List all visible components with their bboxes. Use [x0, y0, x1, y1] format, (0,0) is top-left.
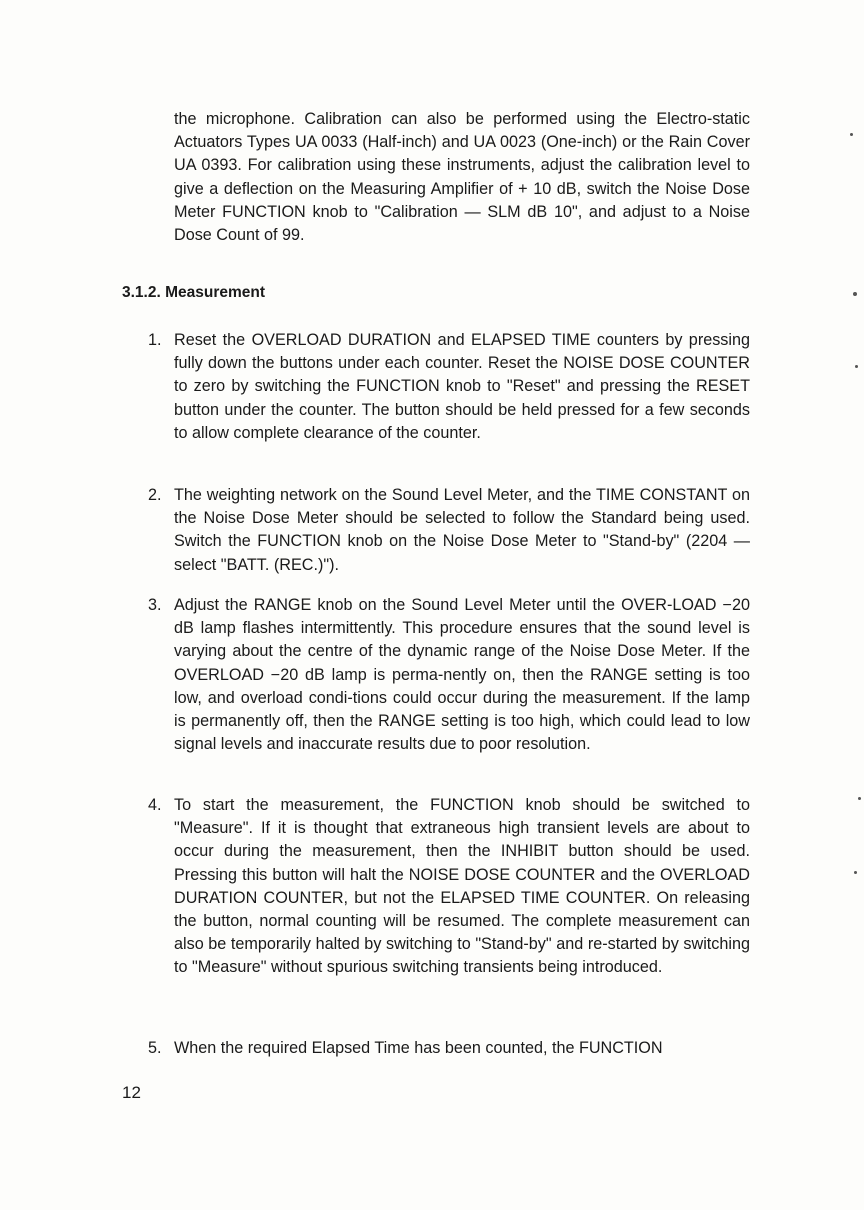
intro-paragraph: the microphone. Calibration can also be performed using the Electro-static Actuators Types UA 0033 (Half-inch) and UA 0023 (One-inch) or the Rain Cover UA 0393. For calibration using these instruments, adjust the calibration level to give a deflection on the Measuring Amplifier of + 10 dB, switch the Noise Dose Meter FUNCTION knob to "Calibration — SLM dB 10", and adjust to a Noise Dose Count of 99. — [174, 110, 750, 245]
scan-speck — [853, 292, 857, 296]
page-number: 12 — [122, 1083, 141, 1102]
list-item-number: 3. — [148, 596, 162, 614]
list-item-number: 2. — [148, 486, 162, 504]
scan-speck — [855, 365, 858, 368]
scan-speck — [858, 797, 861, 800]
section-heading: 3.1.2. Measurement — [122, 284, 266, 301]
list-item-text: Adjust the RANGE knob on the Sound Level Meter until the OVER-LOAD −20 dB lamp flashes intermittently. This procedure ensures that the sound level is varying about the centre of the dynamic range of the Noise Dose Meter. If the OVERLOAD −20 dB lamp is perma-nently on, then the RANGE setting is too low, and overload condi-tions could occur during the measurement. If the lamp is permanently off, then the RANGE setting is too high, which could lead to low signal levels and inaccurate results due to poor resolution. — [174, 596, 750, 754]
list-item-text: Reset the OVERLOAD DURATION and ELAPSED TIME counters by pressing fully down the buttons under each counter. Reset the NOISE DOSE COUNTER to zero by switching the FUNCTION knob to "Reset" and pressing the RESET button under the counter. The button should be held pressed for a few seconds to allow complete clearance of the counter. — [174, 331, 750, 442]
list-item-text: When the required Elapsed Time has been counted, the FUNCTION — [174, 1039, 663, 1057]
list-item-number: 5. — [148, 1039, 162, 1057]
scan-speck — [854, 871, 857, 874]
list-item-text: To start the measurement, the FUNCTION knob should be switched to "Measure". If it is thought that extraneous high transient levels are about to occur during the measurement, then the INHIBIT button should be used. Pressing this button will halt the NOISE DOSE COUNTER and the OVERLOAD DURATION COUNTER, but not the ELAPSED TIME COUNTER. On releasing the button, normal counting will be resumed. The complete measurement can also be temporarily halted by switching to "Stand-by" and re-started by switching to "Measure" without spurious switching transients being introduced. — [174, 796, 750, 977]
scan-speck — [850, 133, 853, 136]
list-item-number: 1. — [148, 331, 162, 349]
list-item-text: The weighting network on the Sound Level Meter, and the TIME CONSTANT on the Noise Dose Meter should be selected to follow the Standard being used. Switch the FUNCTION knob on the Noise Dose Meter to "Stand-by" (2204 — select "BATT. (REC.)"). — [174, 486, 750, 574]
list-item-number: 4. — [148, 796, 162, 814]
